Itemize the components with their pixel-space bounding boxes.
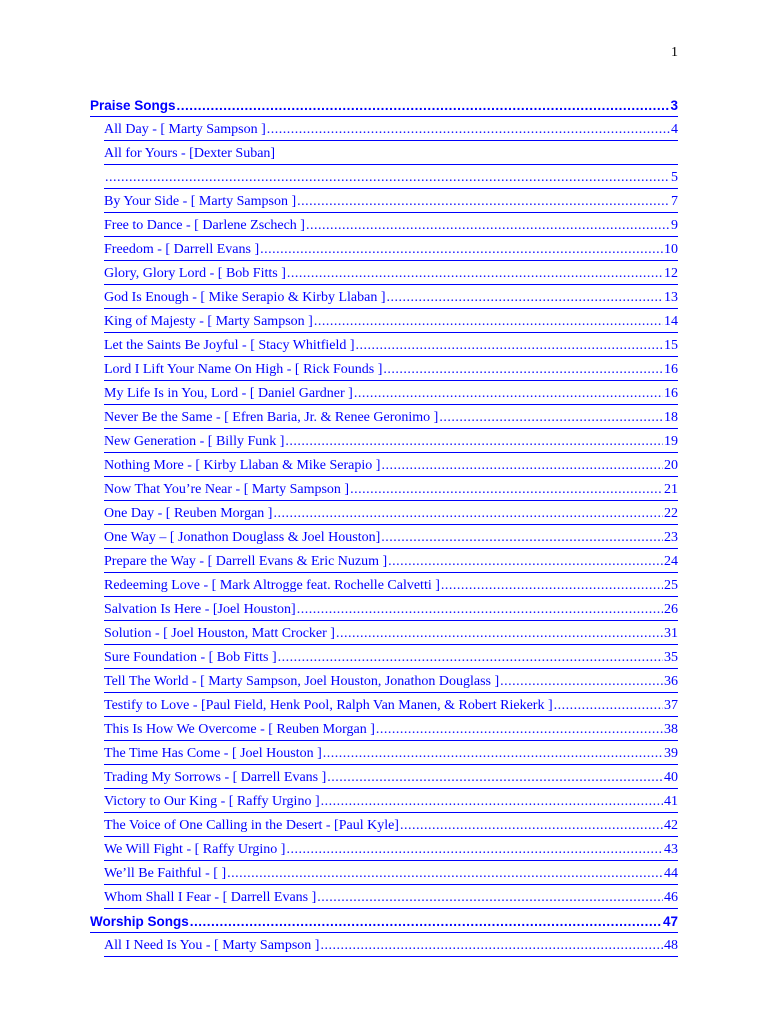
entry-page-number: 38 — [664, 722, 678, 737]
entry-page-number: 4 — [671, 122, 678, 137]
entry-title: Glory, Glory Lord - [ Bob Fitts ] — [104, 266, 286, 281]
entry-title: Salvation Is Here - [Joel Houston] — [104, 602, 296, 617]
entry-page-number: 31 — [664, 626, 678, 641]
toc-entry-link[interactable] — [104, 936, 678, 957]
toc-section-heading[interactable] — [90, 912, 678, 933]
entry-page-number: 16 — [664, 362, 678, 377]
toc-section-heading[interactable] — [90, 96, 678, 117]
entry-title: All for Yours - [Dexter Suban] — [104, 144, 678, 165]
dot-leader — [441, 576, 663, 596]
dot-leader — [287, 264, 663, 284]
dot-leader — [321, 792, 663, 812]
entry-page-number: 14 — [664, 314, 678, 329]
entry-title: Redeeming Love - [ Mark Altrogge feat. Rochelle Calvetti ] — [104, 578, 440, 593]
entry-page-number: 40 — [664, 770, 678, 785]
entry-continuation-line — [104, 168, 678, 189]
entry-title: Never Be the Same - [ Efren Baria, Jr. & Renee Geronimo ] — [104, 410, 439, 425]
dot-leader — [297, 600, 663, 620]
entry-title: All Day - [ Marty Sampson ] — [104, 122, 266, 137]
dot-leader — [554, 696, 663, 716]
toc-entry-link[interactable] — [104, 888, 678, 909]
entry-page-number: 9 — [671, 218, 678, 233]
toc-entry-link[interactable] — [104, 528, 678, 549]
entry-title: One Day - [ Reuben Morgan ] — [104, 506, 273, 521]
dot-leader — [105, 168, 670, 188]
dot-leader — [190, 912, 662, 932]
entry-title: Tell The World - [ Marty Sampson, Joel Houston, Jonathon Douglass ] — [104, 674, 500, 689]
entry-title: We’ll Be Faithful - [ ] — [104, 866, 227, 881]
entry-title: Now That You’re Near - [ Marty Sampson ] — [104, 482, 350, 497]
entry-title: The Voice of One Calling in the Desert - [Paul Kyle] — [104, 818, 399, 833]
entry-title: My Life Is in You, Lord - [ Daniel Gardner ] — [104, 386, 353, 401]
dot-leader — [388, 552, 663, 572]
dot-leader — [317, 888, 663, 908]
dot-leader — [286, 840, 663, 860]
toc-entry-link[interactable] — [104, 432, 678, 453]
entry-page-number: 10 — [664, 242, 678, 257]
entry-page-number: 37 — [664, 698, 678, 713]
entry-page-number: 22 — [664, 506, 678, 521]
entry-title: Prepare the Way - [ Darrell Evans & Eric Nuzum ] — [104, 554, 388, 569]
toc-entry-link[interactable] — [104, 816, 678, 837]
entry-page-number: 42 — [664, 818, 678, 833]
toc-entry-link[interactable] — [104, 840, 678, 861]
toc-entry-link[interactable] — [104, 456, 678, 477]
dot-leader — [323, 744, 663, 764]
toc-entry-link[interactable] — [104, 552, 678, 573]
dot-leader — [278, 648, 663, 668]
dot-leader — [297, 192, 670, 212]
dot-leader — [314, 312, 663, 332]
dot-leader — [376, 720, 663, 740]
toc-entry-link[interactable] — [104, 264, 678, 285]
entry-page-number: 39 — [664, 746, 678, 761]
entry-title: God Is Enough - [ Mike Serapio & Kirby Llaban ] — [104, 290, 386, 305]
entry-title: All I Need Is You - [ Marty Sampson ] — [104, 938, 320, 953]
entry-page-number: 36 — [664, 674, 678, 689]
dot-leader — [383, 360, 663, 380]
entry-page-number: 18 — [664, 410, 678, 425]
entry-page-number: 44 — [664, 866, 678, 881]
entry-title: New Generation - [ Billy Funk ] — [104, 434, 285, 449]
toc-entry-link[interactable] — [104, 648, 678, 669]
dot-leader — [354, 384, 663, 404]
entry-title: We Will Fight - [ Raffy Urgino ] — [104, 842, 286, 857]
dot-leader — [267, 120, 670, 140]
toc-entry-link[interactable] — [104, 312, 678, 333]
dot-leader — [500, 672, 663, 692]
entry-page-number: 41 — [664, 794, 678, 809]
entry-page-number: 24 — [664, 554, 678, 569]
entry-page-number: 15 — [664, 338, 678, 353]
entry-title: Nothing More - [ Kirby Llaban & Mike Serapio ] — [104, 458, 381, 473]
table-of-contents — [90, 96, 678, 960]
dot-leader — [177, 96, 670, 116]
entry-page-number: 48 — [664, 938, 678, 953]
entry-page-number: 23 — [664, 530, 678, 545]
entry-page-number: 21 — [664, 482, 678, 497]
dot-leader — [260, 240, 663, 260]
entry-title: Sure Foundation - [ Bob Fitts ] — [104, 650, 277, 665]
section-page-number: 3 — [670, 98, 678, 113]
section-page-number: 47 — [662, 914, 678, 929]
toc-entry-link[interactable] — [104, 504, 678, 525]
toc-entry-link[interactable] — [104, 288, 678, 309]
entry-title: The Time Has Come - [ Joel Houston ] — [104, 746, 322, 761]
toc-entry-link[interactable] — [104, 192, 678, 213]
entry-page-number: 13 — [664, 290, 678, 305]
section-title: Worship Songs — [90, 914, 189, 929]
entry-title: Trading My Sorrows - [ Darrell Evans ] — [104, 770, 327, 785]
dot-leader — [320, 936, 663, 956]
entry-page-number: 20 — [664, 458, 678, 473]
entry-title: Solution - [ Joel Houston, Matt Crocker ] — [104, 626, 335, 641]
toc-entry-link[interactable] — [104, 720, 678, 741]
dot-leader — [327, 768, 663, 788]
toc-entry-link[interactable] — [104, 768, 678, 789]
toc-entry-link[interactable] — [104, 696, 678, 717]
entry-title: Freedom - [ Darrell Evans ] — [104, 242, 260, 257]
toc-entry-link[interactable] — [104, 360, 678, 381]
dot-leader — [273, 504, 663, 524]
dot-leader — [285, 432, 663, 452]
toc-entry-link[interactable] — [104, 216, 678, 237]
entry-title: Testify to Love - [Paul Field, Henk Pool, Ralph Van Manen, & Robert Riekerk ] — [104, 698, 553, 713]
dot-leader — [381, 528, 663, 548]
toc-entry-link[interactable] — [104, 576, 678, 597]
entry-title: King of Majesty - [ Marty Sampson ] — [104, 314, 313, 329]
entry-page-number: 46 — [664, 890, 678, 905]
toc-entry-link[interactable] — [104, 120, 678, 141]
page-number: 1 — [671, 45, 678, 60]
entry-page-number: 26 — [664, 602, 678, 617]
entry-title: Victory to Our King - [ Raffy Urgino ] — [104, 794, 320, 809]
entry-page-number: 12 — [664, 266, 678, 281]
toc-entry-link[interactable] — [104, 336, 678, 357]
entry-title: One Way – [ Jonathon Douglass & Joel Houston] — [104, 530, 381, 545]
entry-page-number: 25 — [664, 578, 678, 593]
entry-title: Free to Dance - [ Darlene Zschech ] — [104, 218, 305, 233]
entry-page-number: 7 — [671, 194, 678, 209]
entry-page-number: 35 — [664, 650, 678, 665]
entry-page-number: 19 — [664, 434, 678, 449]
toc-entry-link[interactable] — [104, 792, 678, 813]
entry-title: This Is How We Overcome - [ Reuben Morgan ] — [104, 722, 375, 737]
entry-title: Lord I Lift Your Name On High - [ Rick Founds ] — [104, 362, 383, 377]
entry-page-number: 5 — [671, 170, 678, 185]
toc-entry-link[interactable] — [104, 480, 678, 501]
entry-title: Whom Shall I Fear - [ Darrell Evans ] — [104, 890, 317, 905]
entry-page-number: 16 — [664, 386, 678, 401]
entry-page-number: 43 — [664, 842, 678, 857]
dot-leader — [387, 288, 664, 308]
dot-leader — [306, 216, 670, 236]
toc-entry-link[interactable] — [104, 600, 678, 621]
dot-leader — [356, 336, 663, 356]
toc-entry-link[interactable] — [104, 144, 678, 192]
toc-entry-link[interactable] — [104, 384, 678, 405]
section-title: Praise Songs — [90, 98, 176, 113]
dot-leader — [400, 816, 663, 836]
toc-entry-link[interactable] — [104, 744, 678, 765]
entry-title: Let the Saints Be Joyful - [ Stacy Whitfield ] — [104, 338, 355, 353]
toc-entry-link[interactable] — [104, 672, 678, 693]
entry-title: By Your Side - [ Marty Sampson ] — [104, 194, 297, 209]
toc-entry-link[interactable] — [104, 624, 678, 645]
dot-leader — [227, 864, 663, 884]
dot-leader — [381, 456, 663, 476]
toc-entry-link[interactable] — [104, 864, 678, 885]
dot-leader — [439, 408, 663, 428]
toc-entry-link[interactable] — [104, 240, 678, 261]
dot-leader — [336, 624, 663, 644]
dot-leader — [350, 480, 663, 500]
toc-entry-link[interactable] — [104, 408, 678, 429]
